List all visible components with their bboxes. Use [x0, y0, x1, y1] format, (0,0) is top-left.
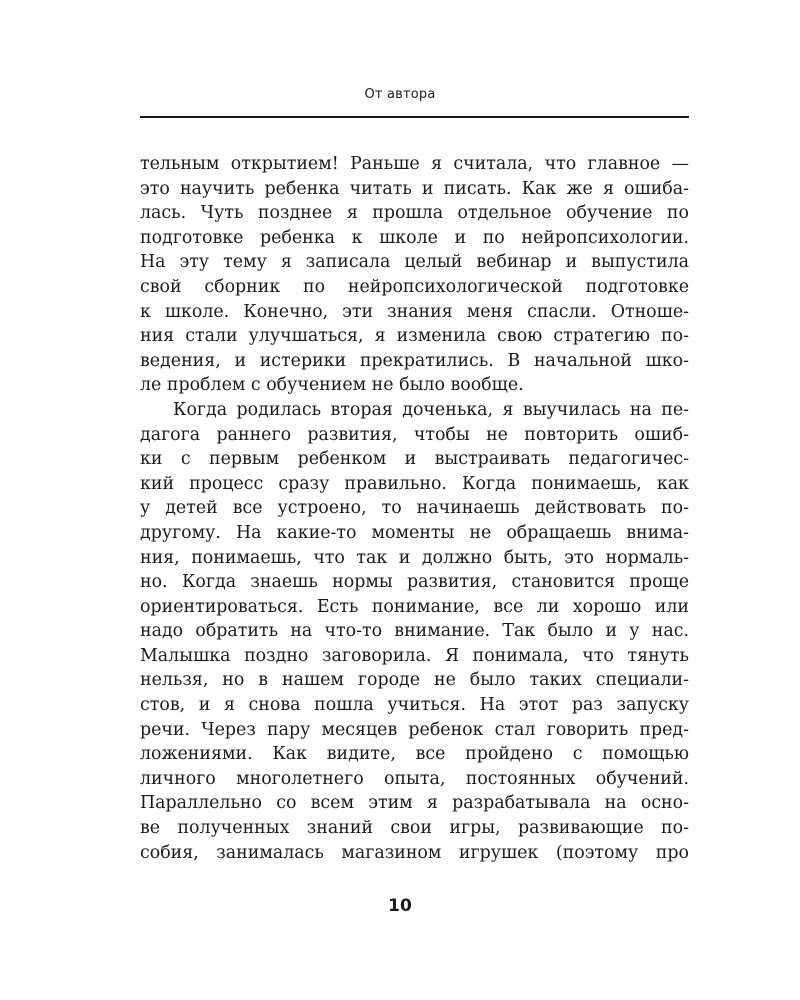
text-line: речи. Через пару месяцев ребенок стал говорить пред- — [140, 719, 689, 740]
header-rule — [140, 116, 689, 118]
text-line: стов, и я снова пошла учиться. На этот раз запуску — [140, 695, 689, 716]
text-line: нельзя, но в нашем городе не было таких специали- — [140, 670, 689, 691]
text-line: свой сборник по нейропсихологической подготовке — [140, 276, 689, 297]
body-text — [140, 152, 689, 865]
text-line: ориентироваться. Есть понимание, все ли хорошо или — [140, 596, 689, 617]
text-line: подготовке ребенка к школе и по нейропсихологии. — [140, 227, 689, 248]
text-line: лась. Чуть позднее я прошла отдельное обучение по — [140, 203, 689, 224]
text-line: собия, занималась магазином игрушек (поэтому про — [140, 842, 689, 863]
text-line: На эту тему я записала целый вебинар и выпустила — [140, 252, 689, 273]
text-line: ложениями. Как видите, все пройдено с помощью — [140, 744, 689, 765]
paragraph-1 — [140, 152, 689, 398]
text-line: дагога раннего развития, чтобы не повторить ошиб- — [140, 424, 689, 445]
text-line: ве полученных знаний свои игры, развивающие по- — [140, 818, 689, 839]
paragraph-2 — [140, 398, 689, 865]
text-line: к школе. Конечно, эти знания меня спасли. Отноше- — [140, 301, 689, 322]
text-line: у детей все устроено, то начинаешь действовать по- — [140, 498, 689, 519]
text-line: другому. На какие-то моменты не обращаешь внима- — [140, 522, 689, 543]
text-line: Малышка поздно заговорила. Я понимала, что тянуть — [140, 645, 689, 666]
text-line: ния стали улучшаться, я изменила свою стратегию по- — [140, 326, 689, 347]
text-line: тельным открытием! Раньше я считала, что главное — — [140, 154, 689, 174]
text-line: ния, понимаешь, что так и должно быть, это нормаль- — [140, 547, 689, 568]
text-line: Параллельно со всем этим я разрабатывала на осно- — [140, 793, 689, 814]
text-line: это научить ребенка читать и писать. Как же я ошиба- — [140, 178, 689, 199]
text-line: кий процесс сразу правильно. Когда понимаешь, как — [140, 473, 689, 494]
text-line: надо обратить на что-то внимание. Так было и у нас. — [140, 621, 689, 642]
text-line: но. Когда знаешь нормы развития, становится проще — [140, 572, 689, 593]
text-line: Когда родилась вторая доченька, я выучилась на пе- — [173, 399, 689, 420]
text-line: личного многолетнего опыта, постоянных обучений. — [140, 768, 689, 789]
running-head: От автора — [364, 87, 436, 102]
text-line: ведения, и истерики прекратились. В начальной шко- — [140, 350, 689, 371]
page-number: 10 — [388, 896, 412, 916]
text-line: ки с первым ребенком и выстраивать педагогичес- — [140, 449, 689, 470]
text-line: ле проблем с обучением не было вообще. — [140, 375, 524, 396]
